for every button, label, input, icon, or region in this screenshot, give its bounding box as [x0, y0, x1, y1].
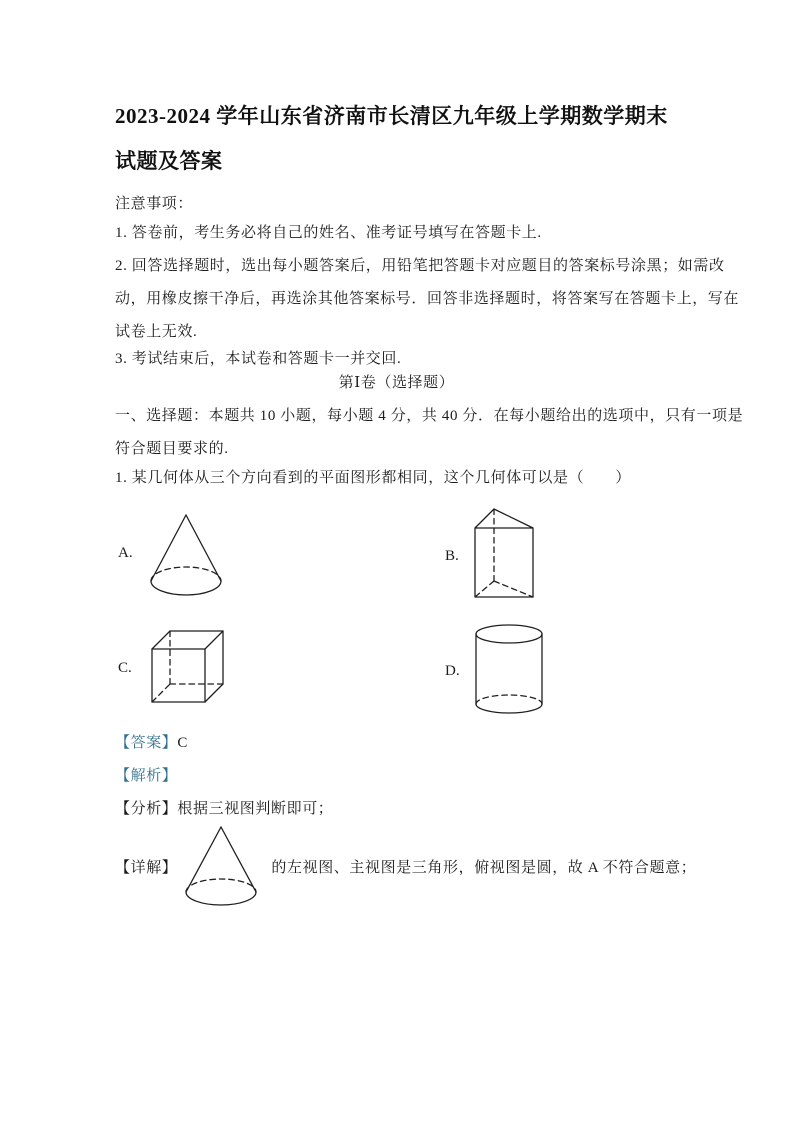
page-title-line1: 2023-2024 学年山东省济南市长清区九年级上学期数学期末	[115, 104, 668, 128]
option-d-label: D.	[445, 663, 460, 679]
detail-text: 的左视图、主视图是三角形，俯视图是圆，故 A 不符合题意；	[271, 859, 697, 876]
section-intro-line2: 符合题目要求的.	[115, 441, 229, 457]
analysis-line	[115, 764, 177, 785]
notice-item-2-line2: 动，用橡皮擦干净后，再选涂其他答案标号．回答非选择题时，将答案写在答题卡上，写在	[115, 291, 740, 307]
notice-item-3: 3. 考试结束后，本试卷和答题卡一并交回.	[115, 351, 402, 367]
cylinder-figure	[472, 622, 547, 717]
option-b-label: B.	[445, 548, 459, 564]
notice-item-2-line3: 试卷上无效.	[115, 324, 198, 340]
cube-figure	[145, 625, 230, 710]
page-title-line2: 试题及答案	[115, 149, 223, 173]
question-1-text: 1. 某几何体从三个方向看到的平面图形都相同，这个几何体可以是（ ）	[115, 470, 632, 486]
triangular-prism-figure	[470, 503, 540, 603]
notice-item-1: 1. 答卷前，考生务必将自己的姓名、准考证号填写在答题卡上.	[115, 225, 542, 241]
method-text: 根据三视图判断即可；	[177, 801, 334, 817]
notice-heading: 注意事项：	[115, 196, 194, 212]
answer-line	[115, 731, 188, 752]
inline-cone-figure	[183, 823, 261, 909]
section-intro-line1: 一、选择题：本题共 10 小题，每小题 4 分，共 40 分．在每小题给出的选项中，只有一项是	[115, 408, 744, 424]
method-tag: 【分析】	[115, 801, 178, 817]
option-a-label: A.	[118, 545, 133, 561]
cone-figure	[140, 505, 235, 600]
answer-tag: 【答案】	[115, 735, 178, 751]
answer-value: C	[177, 735, 189, 751]
detail-line	[115, 822, 696, 910]
method-line	[115, 797, 333, 818]
section-heading: 第Ⅰ卷（选择题）	[338, 375, 455, 391]
analysis-tag: 【解析】	[115, 768, 178, 784]
option-c-label: C.	[118, 660, 132, 676]
detail-tag: 【详解】	[115, 859, 178, 876]
notice-item-2-line1: 2. 回答选择题时，选出每小题答案后，用铅笔把答题卡对应题目的答案标号涂黑；如需改	[115, 258, 725, 274]
